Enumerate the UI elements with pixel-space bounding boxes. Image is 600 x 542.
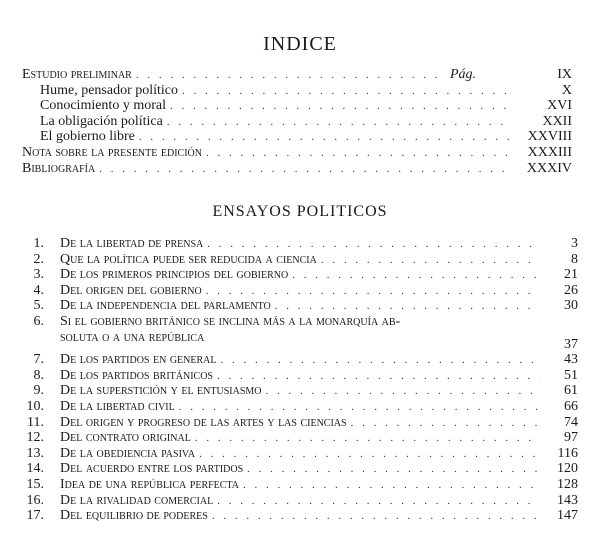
- essay-row: [26, 477, 578, 493]
- entry-title: De los partidos británicos: [60, 367, 213, 383]
- front-matter-row: [40, 114, 572, 130]
- entry-title: La obligación política: [40, 113, 163, 129]
- entry-title: Nota sobre la presente edición: [22, 145, 202, 160]
- index-title: INDICE: [263, 33, 337, 55]
- entry-title: De la rivalidad comercial: [60, 492, 214, 508]
- essay-number: 7.: [33, 352, 44, 368]
- dot-leader: [243, 477, 540, 493]
- essay-number: 9.: [33, 383, 44, 399]
- essay-row: [26, 461, 578, 477]
- page-number: 30: [564, 298, 578, 314]
- page-number: 116: [557, 445, 578, 461]
- essay-number: 1.: [33, 236, 44, 251]
- page-number: 51: [564, 367, 578, 383]
- essay-row: [26, 493, 578, 509]
- page-number: 8: [571, 251, 578, 267]
- essay-row: [26, 236, 578, 252]
- front-matter-row: [22, 145, 572, 161]
- page-number: IX: [557, 67, 572, 82]
- dot-leader: [99, 161, 512, 177]
- dot-leader: [195, 430, 540, 446]
- page-number: 43: [564, 352, 578, 368]
- front-matter-row: [22, 161, 572, 177]
- dot-leader: [182, 83, 512, 99]
- entry-title: Del contrato original: [60, 430, 191, 446]
- essay-number: 13.: [26, 445, 44, 461]
- entry-title: Idea de una república perfecta: [60, 477, 239, 492]
- essay-number: 4.: [33, 282, 44, 298]
- page-number: 120: [557, 461, 578, 477]
- dot-leader: [212, 508, 540, 524]
- entry-title: De la independencia del parlamento: [60, 298, 271, 314]
- page-number: 143: [557, 492, 578, 508]
- entry-title: De los primeros principios del gobierno: [60, 267, 289, 283]
- page-number: XXII: [542, 113, 572, 129]
- entry-title: De los partidos en general: [60, 352, 217, 368]
- dot-leader: [207, 236, 540, 252]
- page-number: 74: [564, 414, 578, 430]
- essay-page-row: [520, 337, 578, 353]
- dot-leader: [136, 67, 446, 83]
- page-number: 26: [564, 282, 578, 298]
- front-matter-row: [22, 67, 572, 83]
- essay-row: [26, 368, 578, 384]
- essay-row: [26, 399, 578, 415]
- essay-row: [26, 252, 578, 268]
- entry-title: De la libertad de prensa: [60, 236, 204, 251]
- entry-title: Del acuerdo entre los partidos: [60, 461, 244, 477]
- entry-title: Conocimiento y moral: [40, 98, 166, 114]
- essay-row: [26, 314, 578, 330]
- entry-title: De la superstición y el entusiasmo: [60, 383, 262, 399]
- page-number: XXXIII: [527, 145, 572, 160]
- entry-title: Bibliografía: [22, 160, 96, 176]
- page-number: 3: [571, 236, 578, 251]
- essay-number: 2.: [33, 251, 44, 267]
- entry-title: Estudio preliminar: [22, 67, 132, 82]
- dot-leader: [321, 252, 540, 268]
- entry-title: Del equilibrio de poderes: [60, 508, 208, 524]
- entry-title: Del origen del gobierno: [60, 282, 202, 298]
- essay-number: 6.: [33, 314, 44, 329]
- essay-row: [26, 298, 578, 314]
- entry-title: De la libertad civil: [60, 399, 175, 414]
- essay-number: 14.: [26, 461, 44, 477]
- dot-leader: [275, 298, 540, 314]
- dot-leader: [139, 129, 512, 145]
- page-number: XXXIV: [526, 160, 572, 176]
- page-number: 97: [564, 430, 578, 446]
- dot-leader: [220, 352, 540, 368]
- entry-title: Del origen y progreso de las artes y las ciencias: [60, 414, 347, 430]
- entry-title: Si el gobierno británico se inclina más a la monarquía ab-: [60, 314, 401, 329]
- essay-number: 17.: [26, 508, 44, 524]
- page-number: 128: [557, 477, 578, 492]
- entry-title-continuation: soluta o a una república: [60, 330, 205, 345]
- essay-row: [26, 415, 578, 431]
- essay-number: 16.: [26, 492, 44, 508]
- dot-leader: [206, 145, 512, 161]
- entry-title: Que la política puede ser reducida a ciencia: [60, 251, 317, 267]
- essays-section-title: ENSAYOS POLITICOS: [212, 203, 388, 220]
- dot-leader: [167, 114, 512, 130]
- dot-leader: [206, 283, 540, 299]
- essay-number: 3.: [33, 267, 44, 283]
- essay-number: 10.: [26, 399, 44, 414]
- essay-row: [26, 283, 578, 299]
- page-word-label: Pág.: [449, 67, 476, 82]
- page-number: X: [561, 82, 572, 98]
- dot-leader: [217, 493, 540, 509]
- page-number: 21: [564, 267, 578, 283]
- essay-row: [26, 352, 578, 368]
- page-number: XXVIII: [527, 129, 572, 145]
- page-number: XVI: [547, 98, 572, 114]
- front-matter-row: [40, 83, 572, 99]
- dot-leader: [266, 383, 540, 399]
- dot-leader: [247, 461, 540, 477]
- dot-leader: [199, 446, 540, 462]
- essay-number: 15.: [26, 477, 44, 492]
- front-matter-row: [40, 129, 572, 145]
- page-number: 37: [564, 337, 578, 352]
- essay-row: [26, 430, 578, 446]
- essay-number: 12.: [26, 430, 44, 446]
- essay-row: [26, 508, 578, 524]
- dot-leader: [217, 368, 540, 384]
- dot-leader: [292, 267, 540, 283]
- essay-number: 5.: [33, 298, 44, 314]
- page-number: 147: [557, 508, 578, 524]
- page-number: 66: [564, 399, 578, 414]
- essay-row: [26, 446, 578, 462]
- entry-title: Hume, pensador político: [40, 82, 179, 98]
- dot-leader: [351, 415, 540, 431]
- entry-title: El gobierno libre: [40, 129, 135, 145]
- essay-number: 8.: [33, 367, 44, 383]
- front-matter-row: [40, 98, 572, 114]
- essay-number: 11.: [27, 414, 44, 430]
- dot-leader: [179, 399, 540, 415]
- dot-leader: [170, 98, 512, 114]
- essay-row: [26, 383, 578, 399]
- entry-title: De la obediencia pasiva: [60, 445, 196, 461]
- essay-row: [26, 267, 578, 283]
- page-number: 61: [564, 383, 578, 399]
